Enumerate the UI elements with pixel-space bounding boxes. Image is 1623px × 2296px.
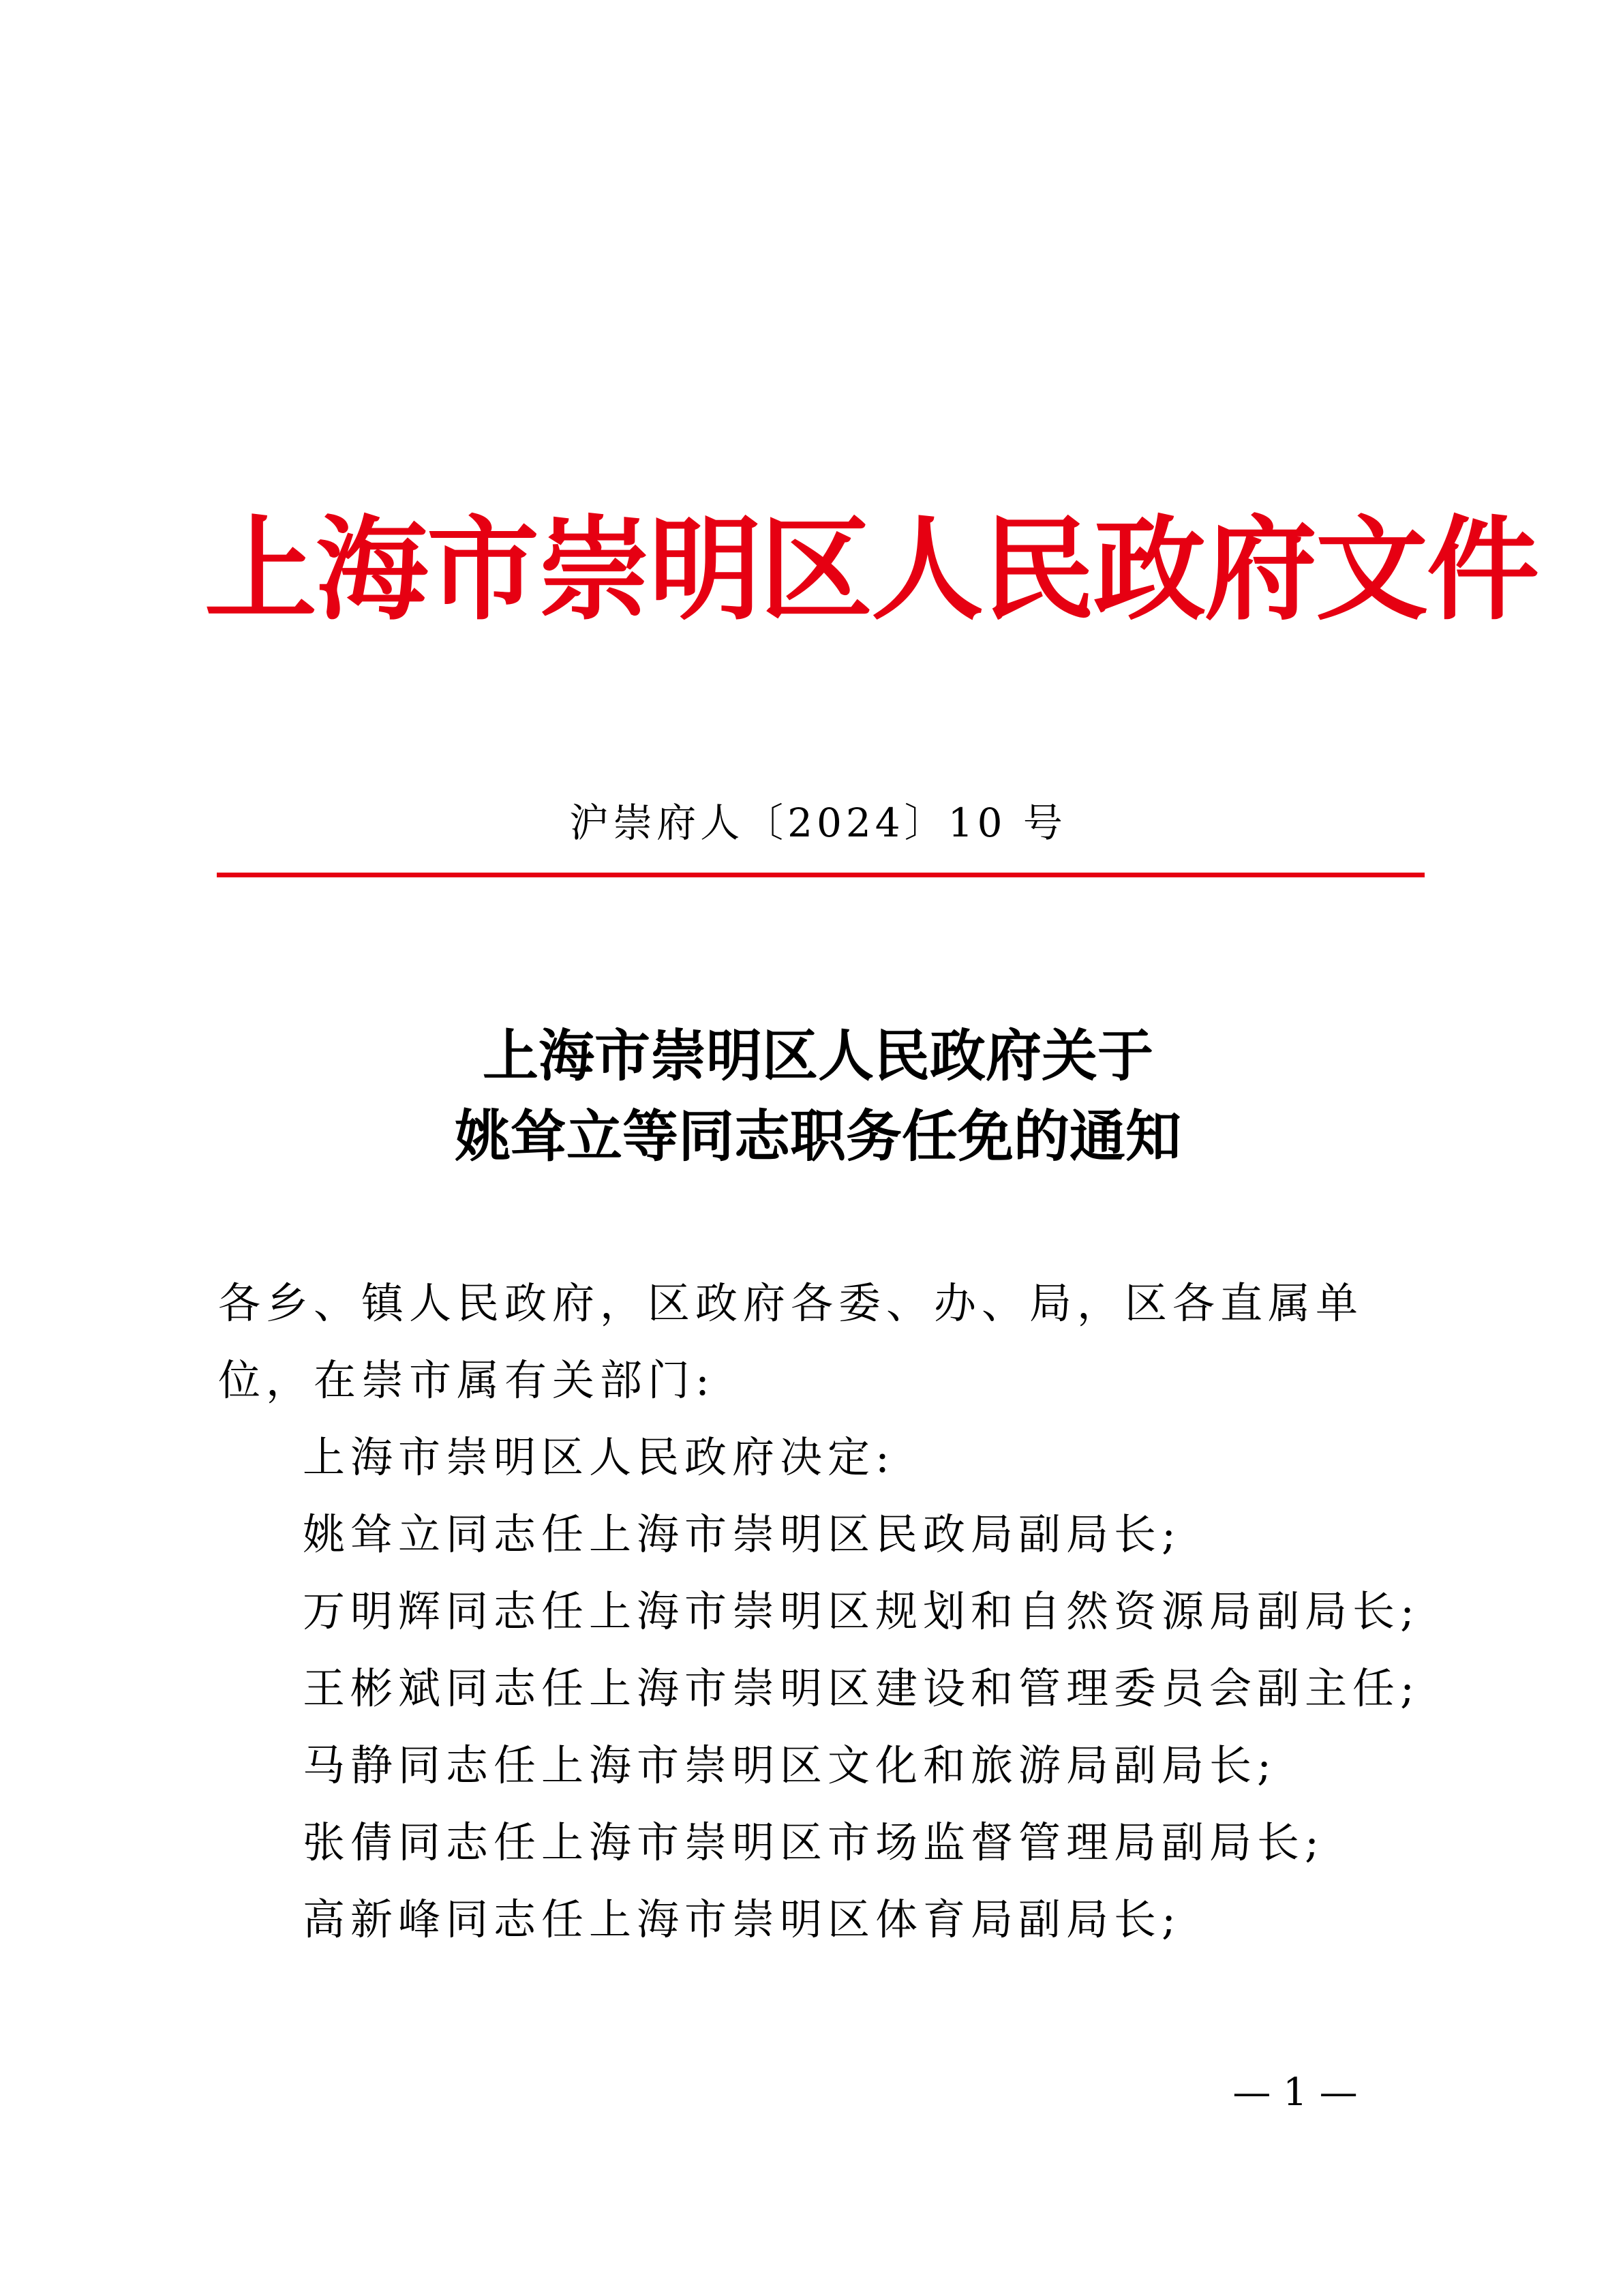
appointment-item: 高新峰同志任上海市崇明区体育局副局长;	[303, 1894, 1181, 1944]
notice-title	[204, 1016, 1431, 1177]
notice-title-line-2: 姚耸立等同志职务任免的通知	[454, 1104, 1181, 1169]
decision-paragraph: 上海市崇明区人民政府决定:	[303, 1432, 895, 1482]
red-divider-line	[217, 873, 1425, 877]
appointment-item: 王彬斌同志任上海市崇明区建设和管理委员会副主任;	[303, 1663, 1420, 1713]
appointment-item: 马静同志任上海市崇明区文化和旅游局副局长;	[303, 1740, 1277, 1790]
notice-body	[218, 1265, 1425, 1958]
appointment-item: 张倩同志任上海市崇明区市场监督管理局副局长;	[303, 1817, 1324, 1867]
recipients-paragraph: 各乡、镇人民政府，区政府各委、办、局，区各直属单位，在崇市属有关部门:	[218, 1278, 1364, 1405]
appointment-item: 万明辉同志任上海市崇明区规划和自然资源局副局长;	[303, 1586, 1420, 1636]
document-header-title: 上海市崇明区人民政府文件	[204, 503, 1538, 635]
document-number: 沪崇府人〔2024〕10 号	[569, 800, 1067, 846]
appointment-item: 姚耸立同志任上海市崇明区民政局副局长;	[303, 1509, 1181, 1559]
page-number: — 1 —	[1232, 2070, 1358, 2115]
notice-title-line-1: 上海市崇明区人民政府关于	[482, 1023, 1153, 1089]
